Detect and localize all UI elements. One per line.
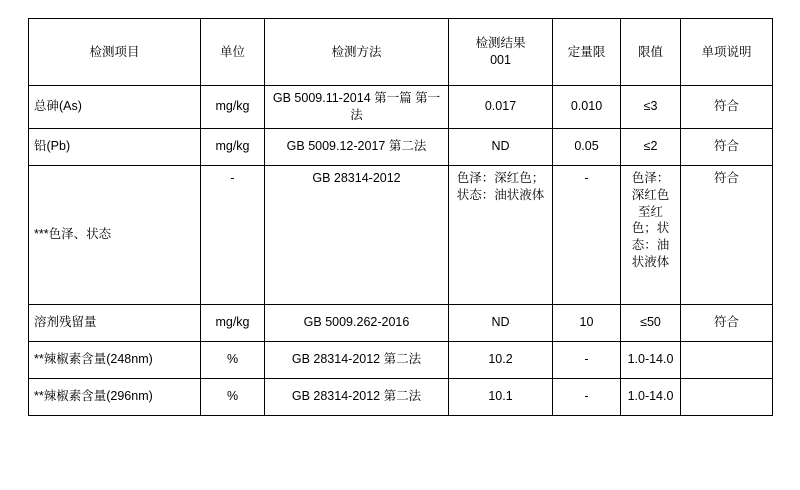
cell-result: 10.2	[449, 341, 553, 378]
table-row	[29, 165, 773, 304]
table-header-row	[29, 19, 773, 86]
column-header-loq: 定量限	[553, 19, 621, 86]
cell-item: 总砷(As)	[29, 86, 201, 129]
cell-result: 0.017	[449, 86, 553, 129]
cell-limit: 色泽：深红色至红色；状态：油状液体	[621, 165, 681, 304]
cell-limit: 1.0-14.0	[621, 341, 681, 378]
cell-unit: %	[201, 341, 265, 378]
cell-unit: mg/kg	[201, 128, 265, 165]
table-header	[29, 19, 773, 86]
cell-unit: -	[201, 165, 265, 304]
cell-item: 铅(Pb)	[29, 128, 201, 165]
test-result-table	[28, 18, 773, 416]
cell-item: **辣椒素含量(296nm)	[29, 378, 201, 415]
cell-note: 符合	[681, 86, 773, 129]
table-row	[29, 128, 773, 165]
cell-method: GB 28314-2012 第二法	[265, 341, 449, 378]
cell-result: ND	[449, 304, 553, 341]
cell-unit: mg/kg	[201, 86, 265, 129]
cell-limit: ≤50	[621, 304, 681, 341]
column-header-result-line2: 001	[490, 53, 511, 67]
cell-unit: mg/kg	[201, 304, 265, 341]
column-header-note: 单项说明	[681, 19, 773, 86]
cell-loq: -	[553, 378, 621, 415]
column-header-result	[449, 19, 553, 86]
column-header-unit: 单位	[201, 19, 265, 86]
cell-limit: 1.0-14.0	[621, 378, 681, 415]
table-body	[29, 86, 773, 416]
cell-loq: 0.010	[553, 86, 621, 129]
cell-loq: 0.05	[553, 128, 621, 165]
column-header-result-line1: 检测结果	[475, 36, 526, 51]
cell-result: ND	[449, 128, 553, 165]
cell-note	[681, 378, 773, 415]
cell-item: 溶剂残留量	[29, 304, 201, 341]
column-header-method: 检测方法	[265, 19, 449, 86]
cell-note: 符合	[681, 304, 773, 341]
cell-unit: %	[201, 378, 265, 415]
cell-item: **辣椒素含量(248nm)	[29, 341, 201, 378]
cell-method: GB 28314-2012 第二法	[265, 378, 449, 415]
cell-result: 10.1	[449, 378, 553, 415]
cell-method: GB 28314-2012	[265, 165, 449, 304]
cell-result: 色泽：深红色；状态：油状液体	[449, 165, 553, 304]
cell-limit: ≤3	[621, 86, 681, 129]
cell-method: GB 5009.262-2016	[265, 304, 449, 341]
cell-method: GB 5009.12-2017 第二法	[265, 128, 449, 165]
cell-note: 符合	[681, 165, 773, 304]
cell-loq: -	[553, 165, 621, 304]
table-row	[29, 86, 773, 129]
column-header-item: 检测项目	[29, 19, 201, 86]
cell-note	[681, 341, 773, 378]
cell-loq: -	[553, 341, 621, 378]
table-row	[29, 378, 773, 415]
cell-note: 符合	[681, 128, 773, 165]
column-header-limit: 限值	[621, 19, 681, 86]
cell-loq: 10	[553, 304, 621, 341]
cell-item: ***色泽、状态	[29, 165, 201, 304]
table-row	[29, 304, 773, 341]
table-row	[29, 341, 773, 378]
cell-limit: ≤2	[621, 128, 681, 165]
cell-method: GB 5009.11-2014 第一篇 第一法	[265, 86, 449, 129]
